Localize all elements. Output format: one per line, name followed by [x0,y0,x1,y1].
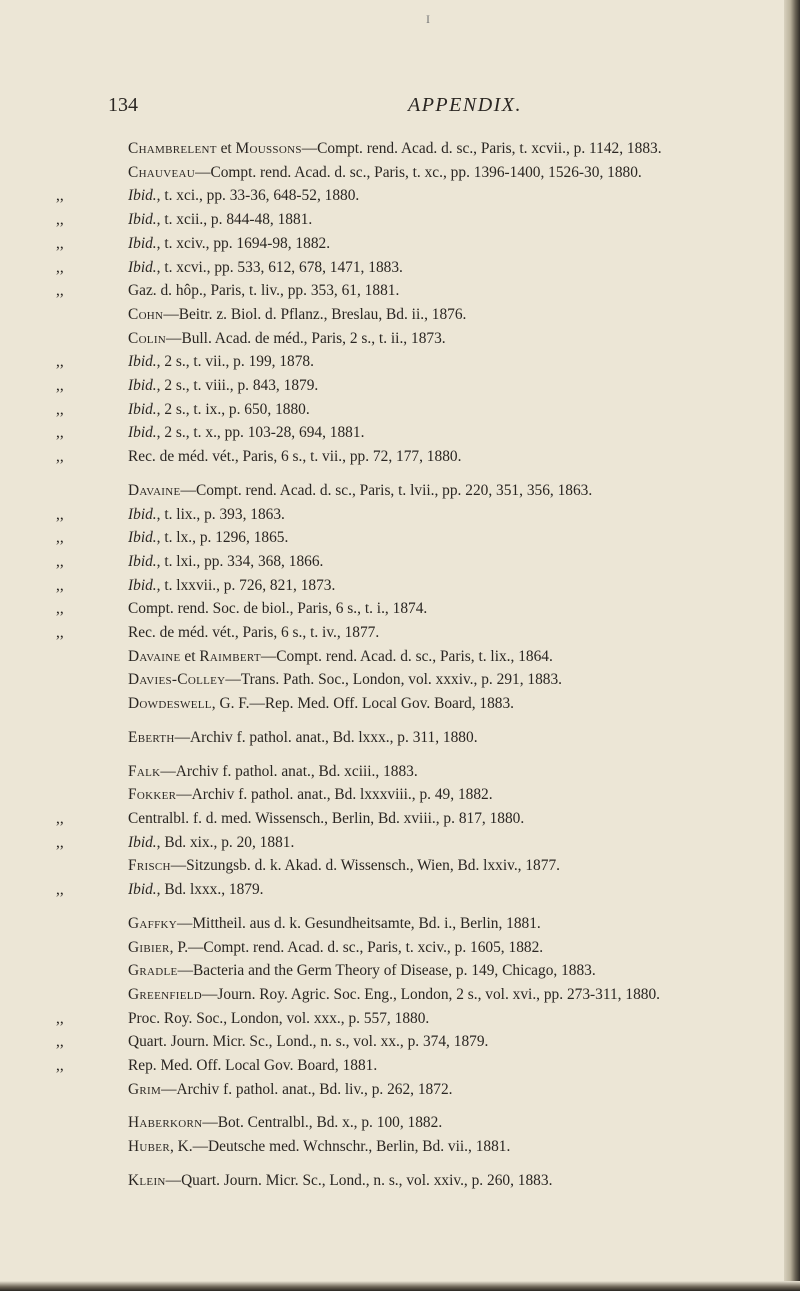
citation-text: , G. F.—Rep. Med. Off. Local Gov. Board, 1883. [211,695,515,713]
citation-text: , K.—Deutsche med. Wchnschr., Berlin, Bd. vii., 1881. [169,1138,511,1156]
citation-text: —Beitr. z. Biol. d. Pflanz., Breslau, Bd. ii., 1876. [163,305,467,323]
citation-text: —Bull. Acad. de méd., Paris, 2 s., t. ii., 1873. [166,329,446,347]
bibliography-list [56,137,764,1193]
ditto-mark: ,, [56,258,64,276]
bibliography-entry [56,526,764,550]
ditto-mark: ,, [56,1057,64,1075]
citation-text: —Archiv f. pathol. anat., Bd. liv., p. 262, 1872. [161,1080,453,1098]
citation-text: , 2 s., t. viii., p. 843, 1879. [156,377,319,395]
ditto-mark: ,, [56,353,64,371]
bibliography-entry: Chambrelent et Moussons—Compt. rend. Acad. d. sc., Paris, t. xcvii., p. 1142, 1883. [128,140,662,157]
page-number: 134 [108,94,138,116]
author-name: Gradle [128,962,178,980]
bibliography-entry [128,479,764,503]
ditto-mark: ,, [56,1033,64,1051]
bibliography-entry [128,912,764,936]
citation-text: Proc. Roy. Soc., London, vol. xxx., p. 557, 1880. [128,1009,430,1027]
bibliography-entry [56,597,764,621]
bibliography-entry [56,232,764,256]
citation-text: , Bd. lxxx., 1879. [156,881,264,899]
ditto-mark: ,, [56,234,64,252]
citation-text: , t. xcvi., pp. 533, 612, 678, 1471, 1883. [156,258,403,276]
bibliography-entry [128,783,764,807]
bibliography-entry [56,503,764,527]
citation-text: —Compt. rend. Acad. d. sc., Paris, t. lvii., pp. 220, 351, 356, 1863. [180,481,593,499]
bibliography-entry [56,550,764,574]
citation-text: —Mittheil. aus d. k. Gesundheitsamte, Bd. i., Berlin, 1881. [176,914,541,932]
citation-text: —Archiv f. pathol. anat., Bd. xciii., 1883. [160,762,418,780]
ibid-marker: Ibid. [128,353,157,371]
author-name: Moussons [235,140,302,157]
citation-text: —Bacteria and the Germ Theory of Disease, p. 149, Chicago, 1883. [177,962,596,980]
group-gap [128,716,764,726]
ditto-mark: ,, [56,809,64,827]
bibliography-entry [56,398,764,422]
bibliography-entry [56,184,764,208]
bibliography-entry [128,161,764,185]
bibliography-entry [128,668,764,692]
ditto-mark: ,, [56,529,64,547]
author-name: Raimbert [199,647,261,665]
ditto-mark: ,, [56,377,64,395]
author-name: Chauveau [128,163,196,181]
page-edge-shadow [784,0,800,1291]
group-gap [128,469,764,479]
citation-text: , t. lx., p. 1296, 1865. [156,529,289,547]
ditto-mark: ,, [56,400,64,418]
author-name: Dowdeswell [128,695,212,713]
author-name: Fokker [128,786,177,804]
group-gap [128,1159,764,1169]
author-name: Davaine [128,647,181,665]
citation-text: —Archiv f. pathol. anat., Bd. lxxx., p. 311, 1880. [174,728,478,746]
citation-text: Quart. Journ. Micr. Sc., Lond., n. s., vol. xx., p. 374, 1879. [128,1033,489,1051]
bibliography-entry [56,374,764,398]
ibid-marker: Ibid. [128,424,157,442]
citation-text: , Bd. xix., p. 20, 1881. [156,833,295,851]
citation-text: Rep. Med. Off. Local Gov. Board, 1881. [128,1057,378,1075]
ditto-mark: ,, [56,833,64,851]
page-bottom-edge [0,1281,800,1291]
citation-text: , 2 s., t. ix., p. 650, 1880. [156,400,310,418]
bibliography-entry [128,327,764,351]
author-name: Haberkorn [128,1114,203,1132]
bibliography-entry [128,760,764,784]
bibliography-entry [56,445,764,469]
author-name: Eberth [128,728,175,746]
citation-text: , t. lxxvii., p. 726, 821, 1873. [156,576,336,594]
running-title: APPENDIX. [408,94,523,116]
citation-text: , P.—Compt. rend. Acad. d. sc., Paris, t. xciv., p. 1605, 1882. [169,938,544,956]
author-name: Colin [128,329,167,347]
bibliography-entry [56,1030,764,1054]
bibliography-entry [56,878,764,902]
ditto-mark: ,, [56,448,64,466]
bibliography-entry: Davaine et Raimbert—Compt. rend. Acad. d. sc., Paris, t. lix., 1864. [128,647,553,665]
bibliography-entry [128,1169,764,1193]
citation-text: , t. xciv., pp. 1694-98, 1882. [156,234,331,252]
citation-text: Gaz. d. hôp., Paris, t. liv., pp. 353, 61, 1881. [128,282,400,300]
citation-text: , t. xci., pp. 33-36, 648-52, 1880. [156,187,360,205]
author-name: Greenfield [128,985,202,1003]
citation-text: , 2 s., t. vii., p. 199, 1878. [156,353,314,371]
citation-text: Compt. rend. Soc. de biol., Paris, 6 s., t. i., 1874. [128,600,428,618]
author-name: Davies-Colley [128,671,226,689]
ditto-mark: ,, [56,600,64,618]
citation-text: —Bot. Centralbl., Bd. x., p. 100, 1882. [202,1114,443,1132]
group-gap [128,1101,764,1111]
author-name: Davaine [128,481,181,499]
citation-text: , t. lix., p. 393, 1863. [156,505,285,523]
author-name: Cohn [128,305,164,323]
ditto-mark: ,, [56,576,64,594]
group-gap [128,902,764,912]
author-name: Frisch [128,857,171,875]
page-mark: I [426,12,430,26]
citation-text: —Compt. rend. Acad. d. sc., Paris, t. xc., pp. 1396-1400, 1526-30, 1880. [195,163,642,181]
bibliography-entry [128,854,764,878]
ibid-marker: Ibid. [128,552,157,570]
bibliography-entry [56,350,764,374]
ditto-mark: ,, [56,624,64,642]
citation-text: —Trans. Path. Soc., London, vol. xxxiv., p. 291, 1883. [225,671,563,689]
ibid-marker: Ibid. [128,881,157,899]
bibliography-entry [128,692,764,716]
citation-text: , 2 s., t. x., pp. 103-28, 694, 1881. [156,424,365,442]
bibliography-entry [56,1054,764,1078]
ibid-marker: Ibid. [128,258,157,276]
citation-text: Rec. de méd. vét., Paris, 6 s., t. iv., 1877. [128,624,380,642]
bibliography-entry [56,208,764,232]
ditto-mark: ,, [56,881,64,899]
ibid-marker: Ibid. [128,576,157,594]
bibliography-entry [128,303,764,327]
citation-text: Centralbl. f. d. med. Wissensch., Berlin, Bd. xviii., p. 817, 1880. [128,809,525,827]
citation-text: —Quart. Journ. Micr. Sc., Lond., n. s., vol. xxiv., p. 260, 1883. [165,1171,553,1189]
ibid-marker: Ibid. [128,377,157,395]
ditto-mark: ,, [56,552,64,570]
ibid-marker: Ibid. [128,187,157,205]
citation-text: —Compt. rend. Acad. d. sc., Paris, t. lix., 1864. [260,647,553,665]
ditto-mark: ,, [56,211,64,229]
bibliography-entry [56,421,764,445]
bibliography-entry [128,1111,764,1135]
bibliography-entry [56,574,764,598]
author-name: Gibier [128,938,170,956]
author-name: Huber [128,1138,170,1156]
author-name: Falk [128,762,161,780]
ditto-mark: ,, [56,282,64,300]
group-gap [128,750,764,760]
bibliography-entry [56,621,764,645]
bibliography-entry [56,256,764,280]
ditto-mark: ,, [56,424,64,442]
ibid-marker: Ibid. [128,400,157,418]
ditto-mark: ,, [56,1009,64,1027]
bibliography-entry [56,279,764,303]
ibid-marker: Ibid. [128,529,157,547]
author-name: Klein [128,1171,166,1189]
bibliography-entry [128,1135,764,1159]
bibliography-entry [128,983,764,1007]
page-header [108,94,728,120]
citation-text: —Archiv f. pathol. anat., Bd. lxxxviii., p. 49, 1882. [176,786,493,804]
bibliography-entry [56,807,764,831]
author-name: Chambrelent [128,140,217,157]
ditto-mark: ,, [56,505,64,523]
author-name: Grim [128,1080,162,1098]
ibid-marker: Ibid. [128,211,157,229]
bibliography-entry [128,959,764,983]
bibliography-entry [128,726,764,750]
ibid-marker: Ibid. [128,234,157,252]
citation-text: , t. xcii., p. 844-48, 1881. [156,211,313,229]
ibid-marker: Ibid. [128,833,157,851]
ditto-mark: ,, [56,187,64,205]
author-name: Gaffky [128,914,177,932]
citation-text: —Journ. Roy. Agric. Soc. Eng., London, 2 s., vol. xvi., pp. 273-311, 1880. [202,985,660,1003]
bibliography-entry [56,831,764,855]
bibliography-entry [56,1007,764,1031]
citation-text: —Compt. rend. Acad. d. sc., Paris, t. xcvii., p. 1142, 1883. [301,140,662,157]
ibid-marker: Ibid. [128,505,157,523]
citation-text: —Sitzungsb. d. k. Akad. d. Wissensch., Wien, Bd. lxxiv., 1877. [170,857,560,875]
citation-text: , t. lxi., pp. 334, 368, 1866. [156,552,324,570]
bibliography-entry [128,1078,764,1102]
bibliography-entry [128,936,764,960]
citation-text: Rec. de méd. vét., Paris, 6 s., t. vii., pp. 72, 177, 1880. [128,448,462,466]
